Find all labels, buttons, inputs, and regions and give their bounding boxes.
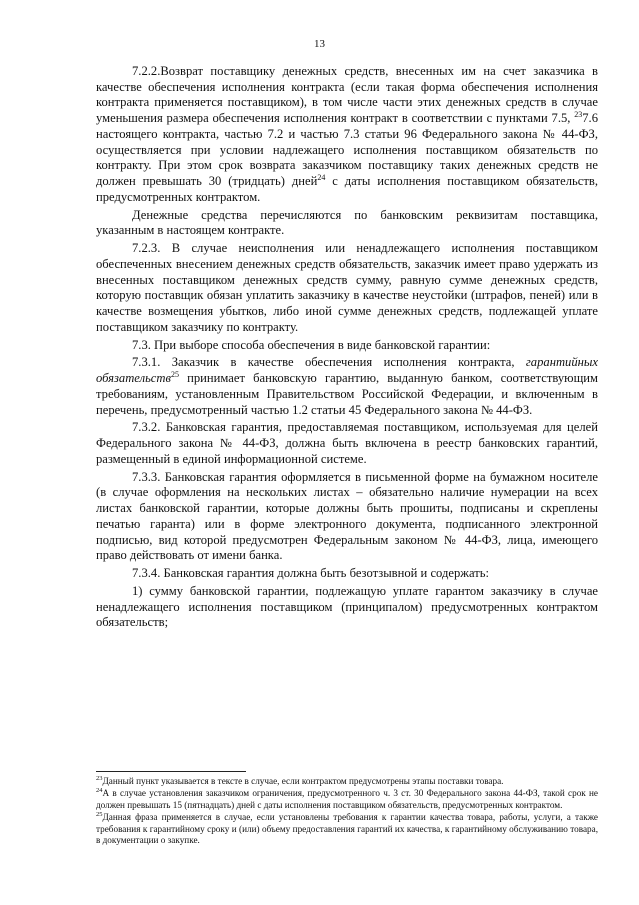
footnote-text: Данная фраза применяется в случае, если установлены требования к гарантии качества товара, работы, услуги, а также требования к гарантийному сроку и (или) объему предоставления гарантий их качества, к гарантийному обслуживанию товара, в документации о закупке. (96, 812, 598, 846)
footnote-number: 23 (96, 774, 103, 782)
list-item-1: 1) сумму банковской гарантии, подлежащую уплате гарантом заказчику в случае ненадлежащего исполнения поставщиком (принципалом) предусмотренных контрактом обязательств; (96, 584, 598, 630)
footnote-number: 24 (96, 787, 103, 795)
footnote-24 (96, 788, 598, 811)
footnote-divider (96, 771, 246, 772)
footnote-25 (96, 812, 598, 846)
paragraph-text: с даты исполнения поставщиком обязательств, предусмотренных контрактом. (96, 173, 598, 204)
paragraph-7-3: 7.3. При выборе способа обеспечения в виде банковской гарантии: (132, 337, 491, 352)
italic-phrase: гарантийных обязательств (96, 355, 598, 386)
contract-body (96, 64, 598, 633)
paragraph-text: 7.3.1. Заказчик в качестве обеспечения исполнения контракта, (132, 355, 526, 370)
footnote-ref-24: 24 (317, 172, 326, 182)
footnote-ref-25: 25 (170, 369, 179, 379)
paragraph-text: принимает банковскую гарантию, выданную банком, соответствующим требованиям, установленным Правительством Российской Федерации, и включенным в перечень, предусмотренный частью 1.2 статьи 45 Федерального закона № 44-ФЗ. (96, 371, 598, 417)
paragraph-bank-details: Денежные средства перечисляются по банковским реквизитам поставщика, указанным в настоящем контракте. (96, 207, 598, 238)
footnote-23 (96, 776, 598, 787)
paragraph-text: 7.6 настоящего контракта, частью 7.2 и частью 7.3 статьи 96 Федерального закона № 44-ФЗ, осуществляется при условии надлежащего исполнения поставщиком обязательств по контракту. При этом срок возврата заказчиком поставщику таких денежных средств не должен превышать 30 (тридцать) дней (96, 111, 598, 188)
footnote-text: Данный пункт указывается в тексте в случае, если контрактом предусмотрены этапы поставки товара. (102, 776, 504, 786)
paragraph-7-3-4: 7.3.4. Банковская гарантия должна быть безотзывной и содержать: (132, 566, 489, 581)
footnote-ref-23: 23 (574, 109, 583, 119)
paragraph-7-3-3: 7.3.3. Банковская гарантия оформляется в письменной форме на бумажном носителе (в случае оформления на нескольких листах – обязательно наличие нумерации на всех листах банковской гарантии, которые должны быть прошиты, подписаны и скреплены печатью гаранта) или в форме электронного документа, подписанного электронной подписью, вид которой предусмотрен Федеральным законом № 44-ФЗ, лица, имеющего право действовать от имени банка. (96, 469, 598, 563)
paragraph-7-2-3: 7.2.3. В случае неисполнения или ненадлежащего исполнения поставщиком обеспеченных внесением денежных средств обязательств, заказчик имеет право удержать из внесенных поставщиком денежных средств сумму, равную сумме денежных средств, которую поставщик обязан уплатить заказчику в качестве неустойки (штрафов, пеней) или в качестве возмещения убытков, либо иной сумме денежных средств, подлежащей уплате поставщиком заказчику по контракту. (96, 241, 598, 334)
paragraph-7-3-1 (96, 355, 598, 418)
footnote-text: А в случае установления заказчиком ограничения, предусмотренного ч. 3 ст. 30 Федерального закона 44-ФЗ, такой срок не должен превышать 15 (пятнадцать) дней с даты исполнения поставщиком обязательств, предусмотренных контрактом. (96, 788, 598, 810)
paragraph-7-3-2: 7.3.2. Банковская гарантия, предоставляемая поставщиком, используемая для целей Федерального закона № 44-ФЗ, должна быть включена в реестр банковских гарантий, размещенный в единой информационной системе. (96, 420, 598, 466)
page-number: 13 (314, 38, 325, 50)
footnotes (96, 776, 598, 847)
paragraph-7-2-2 (96, 64, 598, 205)
footnote-number: 25 (96, 811, 103, 819)
paragraph-text: 7.2.2.Возврат поставщику денежных средств, внесенных им на счет заказчика в качестве обеспечения исполнения контракта (если такая форма обеспечения исполнения контракта применяется поставщиком), в том числе части этих денежных средств в случае уменьшения размера обеспечения исполнения контракт в соответствии с пунктами 7.5, (96, 64, 598, 126)
